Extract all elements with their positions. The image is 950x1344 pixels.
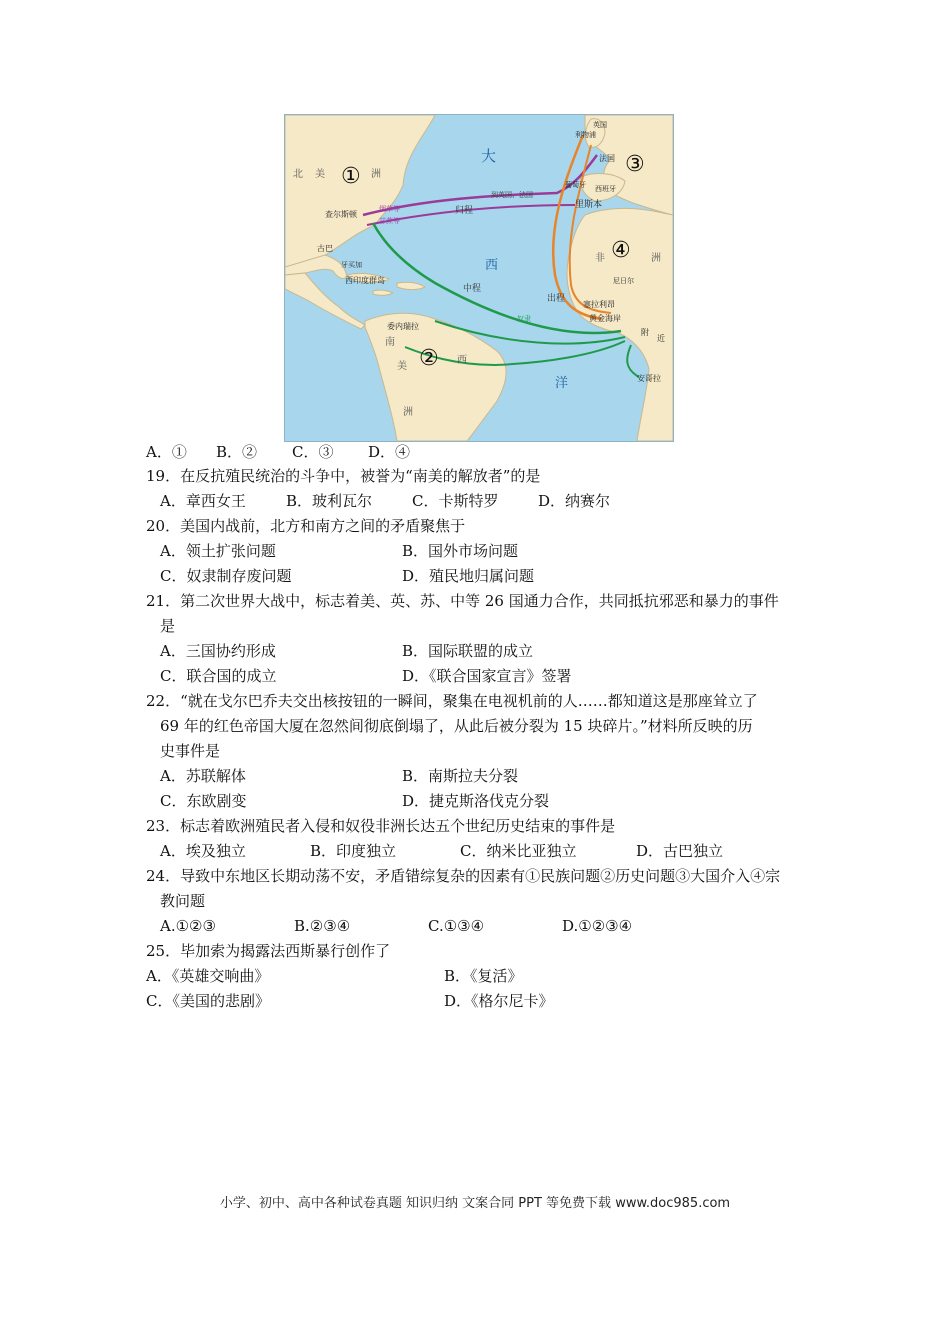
label-slaves: 奴隶: [517, 315, 531, 323]
q21-option-c: C．联合国的成立: [160, 667, 277, 685]
q20-option-c: C．奴隶制存废问题: [160, 567, 292, 585]
q24-option-b: B.②③④: [294, 917, 351, 935]
marker-2: ②: [419, 346, 439, 371]
label-goods-in: 烟草等: [379, 205, 400, 213]
label-mei-n: 美: [315, 169, 325, 180]
q19-option-b: B．玻利瓦尔: [286, 492, 373, 510]
q23-option-d: D．古巴独立: [636, 842, 724, 860]
label-mei-s: 美: [397, 361, 407, 372]
q21-option-b: B．国际联盟的成立: [402, 642, 534, 660]
q25-stem: 25．毕加索为揭露法西斯暴行创作了: [146, 942, 391, 960]
label-spain: 西班牙: [595, 185, 616, 193]
ocean-label-1: 大: [481, 147, 497, 165]
q20-option-b: B．国外市场问题: [402, 542, 519, 560]
label-outbound-leg: 出程: [547, 294, 566, 304]
label-middle-leg: 中程: [463, 284, 482, 294]
q22-stem-line-3: 史事件是: [160, 742, 221, 760]
ocean-label-3: 洋: [555, 376, 569, 391]
q21-option-d: D．《联合国家宣言》签署: [402, 667, 572, 685]
marker-1: ①: [341, 164, 361, 189]
label-fei: 非: [595, 253, 605, 264]
label-liverpool: 利物浦: [575, 131, 596, 139]
label-angola: 安哥拉: [637, 374, 661, 383]
label-niger: 尼日尔: [613, 277, 634, 285]
marker-3: ③: [625, 152, 645, 177]
label-west-indies: 西印度群岛: [345, 276, 385, 285]
label-sierra-leone: 塞拉利昂: [583, 300, 615, 309]
q18-option-d: D．④: [368, 443, 411, 461]
q23-option-b: B．印度独立: [310, 842, 397, 860]
label-cuba: 古巴: [317, 244, 333, 253]
q21-stem-line-1: 21．第二次世界大战中，标志着美、英、苏、中等 26 国通力合作，共同抵抗邪恶和暴力的事件: [146, 592, 779, 610]
q23-stem: 23．标志着欧洲殖民者入侵和奴役非洲长达五个世纪历史结束的事件是: [146, 817, 616, 835]
q25-option-c: C．《美国的悲剧》: [146, 992, 270, 1010]
q25-option-b: B．《复活》: [444, 967, 523, 985]
q24-option-d: D.①②③④: [562, 917, 633, 935]
triangular-trade-map: [284, 114, 674, 442]
label-nan: 南: [385, 337, 395, 348]
q22-option-d: D．捷克斯洛伐克分裂: [402, 792, 550, 810]
label-xi-brazil: 西: [457, 355, 467, 366]
page-footer: 小学、初中、高中各种试卷真题 知识归纳 文案合同 PPT 等免费下载 www.doc985.com: [219, 1196, 731, 1211]
label-lisbon: 里斯本: [575, 200, 603, 210]
q20-stem: 20．美国内战前，北方和南方之间的矛盾聚焦于: [146, 517, 466, 535]
label-bei: 北: [293, 169, 303, 180]
q18-option-a: A．①: [146, 443, 187, 461]
label-zhou-s: 洲: [403, 407, 413, 418]
label-portugal: 葡萄牙: [565, 181, 586, 189]
label-fu: 附: [641, 328, 649, 337]
label-charleston: 查尔斯顿: [325, 210, 357, 219]
q21-option-a: A．三国协约形成: [160, 642, 276, 660]
q19-option-c: C．卡斯特罗: [412, 492, 499, 510]
q19-stem: 19．在反抗殖民统治的斗争中，被誉为“南美的解放者”的是: [146, 467, 541, 485]
ocean-label-2: 西: [485, 258, 499, 273]
q22-stem-line-1: 22．“就在戈尔巴乔夫交出核按钮的一瞬间，聚集在电视机前的人……都知道这是那座耸立了: [146, 692, 758, 710]
label-venezuela: 委内瑞拉: [387, 322, 419, 331]
q19-option-a: A．章西女王: [160, 492, 246, 510]
q21-stem-line-2: 是: [160, 617, 176, 635]
q25-option-d: D．《格尔尼卡》: [444, 992, 554, 1010]
label-zhou-n: 洲: [371, 169, 381, 180]
q20-option-a: A．领土扩张问题: [160, 542, 276, 560]
q23-option-c: C．纳米比亚独立: [460, 842, 577, 860]
q24-stem-line-1: 24．导致中东地区长期动荡不安，矛盾错综复杂的因素有①民族问题②历史问题③大国介入④宗: [146, 867, 781, 885]
marker-4: ④: [611, 238, 631, 263]
q19-option-d: D．纳赛尔: [538, 492, 611, 510]
q22-stem-line-2: 69 年的红色帝国大厦在忽然间彻底倒塌了，从此后被分裂为 15 块碎片。”材料所反映的历: [160, 717, 753, 735]
label-jin: 近: [657, 334, 665, 343]
q18-option-b: B．②: [216, 443, 258, 461]
label-england: 英国: [593, 121, 607, 129]
q22-option-a: A．苏联解体: [160, 767, 246, 785]
label-gold-coast: 黄金海岸: [589, 314, 621, 323]
q24-stem-line-2: 教问题: [160, 892, 206, 910]
label-jamaica: 牙买加: [341, 261, 362, 269]
q22-option-b: B．南斯拉夫分裂: [402, 767, 519, 785]
q23-option-a: A．埃及独立: [160, 842, 246, 860]
label-zhou-af: 洲: [651, 253, 661, 264]
q18-option-c: C．③: [292, 443, 334, 461]
label-france: 法国: [599, 154, 615, 163]
label-goods-out: 甘蔗等: [379, 217, 400, 225]
q20-option-d: D．殖民地归属问题: [402, 567, 535, 585]
label-return-leg: 归程: [455, 206, 474, 216]
q25-option-a: A．《英雄交响曲》: [146, 967, 270, 985]
q24-option-c: C.①③④: [428, 917, 485, 935]
label-goods-eu: 到英国、法国: [491, 191, 533, 199]
q22-option-c: C．东欧剧变: [160, 792, 247, 810]
q24-option-a: A.①②③: [160, 917, 216, 935]
map-svg: [285, 115, 673, 441]
